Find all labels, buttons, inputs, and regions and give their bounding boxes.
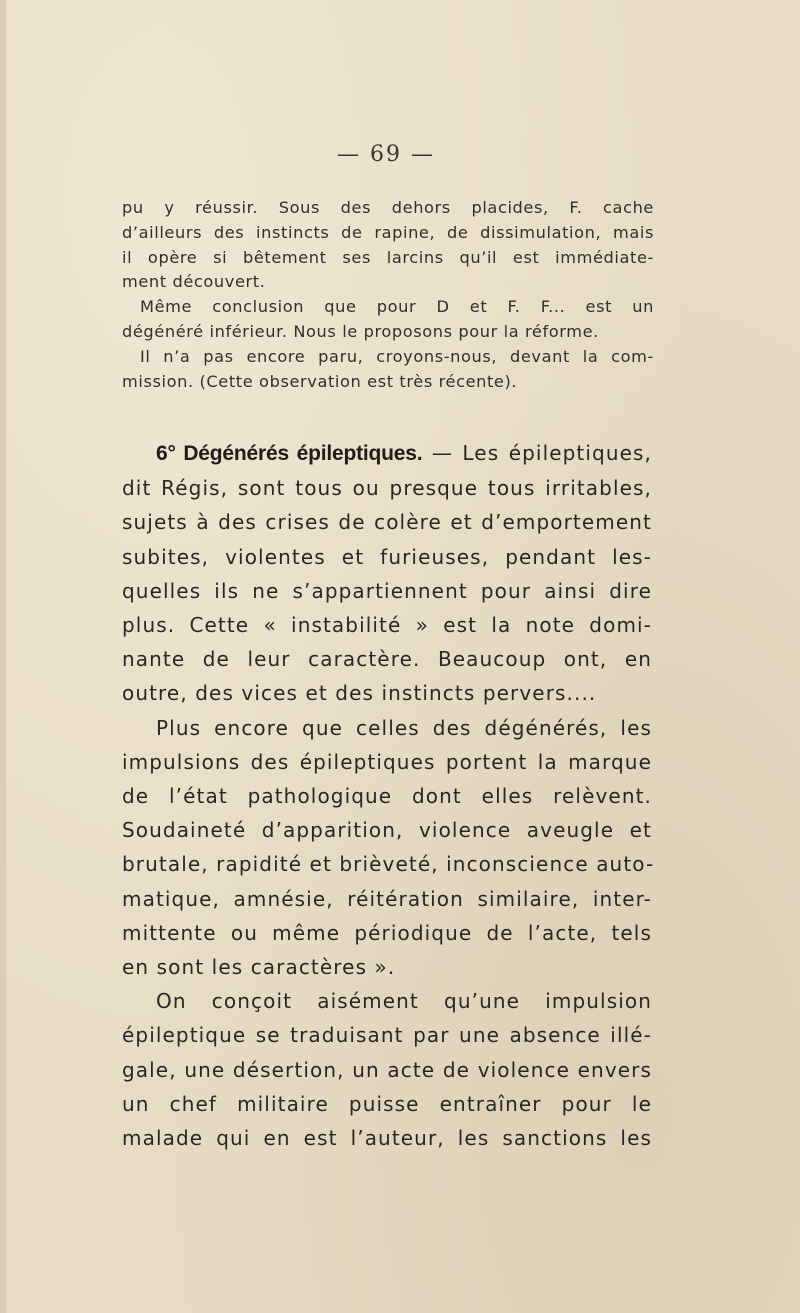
text-line: mittente ou même périodique de l’acte, tels bbox=[122, 920, 652, 945]
text-line: outre, des vices et des instincts pervers.... bbox=[122, 681, 597, 706]
text-line: quelles ils ne s’appartiennent pour ainsi dire bbox=[122, 578, 652, 603]
section-heading: 6° Dégénérés épileptiques. bbox=[156, 442, 423, 465]
text-line: dégénéré inférieur. Nous le proposons pour la réforme. bbox=[122, 321, 599, 341]
section-first-line bbox=[122, 436, 652, 471]
text-line: matique, amnésie, réitération similaire, inter- bbox=[122, 886, 652, 911]
text-line: ment découvert. bbox=[122, 272, 266, 292]
text-line: sujets à des crises de colère et d’emportement bbox=[122, 510, 652, 535]
text-line: en sont les caractères ». bbox=[122, 955, 396, 980]
text-line: épileptique se traduisant par une absence illé- bbox=[122, 1023, 652, 1048]
text-line: nante de leur caractère. Beaucoup ont, en bbox=[122, 647, 652, 672]
text-line: gale, une désertion, un acte de violence envers bbox=[122, 1057, 652, 1082]
text-line: dit Régis, sont tous ou presque tous irritables, bbox=[122, 476, 652, 501]
text-line: malade qui en est l’auteur, les sanctions les bbox=[122, 1126, 652, 1151]
text-line: On conçoit aisément qu’une impulsion bbox=[156, 989, 652, 1014]
text-line: brutale, rapidité et brièveté, inconscience auto- bbox=[122, 852, 655, 877]
text-line: de l’état pathologique dont elles relèvent. bbox=[122, 784, 652, 809]
previous-observation-text bbox=[122, 196, 654, 394]
text-line: Plus encore que celles des dégénérés, les bbox=[156, 715, 652, 740]
text-line: Il n’a pas encore paru, croyons-nous, devant la com- bbox=[140, 346, 654, 366]
text-line: subites, violentes et furieuses, pendant les- bbox=[122, 544, 652, 569]
text-line: plus. Cette « instabilité » est la note domi- bbox=[122, 613, 652, 638]
text-line: un chef militaire puisse entraîner pour le bbox=[122, 1091, 652, 1116]
text-line: pu y réussir. Sous des dehors placides, F. cache bbox=[122, 198, 654, 217]
text-line: impulsions des épileptiques portent la marque bbox=[122, 749, 652, 774]
text-line: mission. (Cette observation est très récente). bbox=[122, 371, 518, 391]
text-line: il opère si bêtement ses larcins qu’il est immédiate- bbox=[122, 247, 654, 267]
text-line: Soudaineté d’apparition, violence aveugle et bbox=[122, 818, 652, 843]
text-line: d’ailleurs des instincts de rapine, de dissimulation, mais bbox=[122, 222, 654, 242]
epileptic-degenerates-section bbox=[122, 436, 655, 1155]
page-number: — 69 — bbox=[337, 142, 435, 167]
section-first-line-text: — Les épileptiques, bbox=[431, 441, 652, 465]
text-line: Même conclusion que pour D et F. F... est un bbox=[140, 297, 654, 317]
